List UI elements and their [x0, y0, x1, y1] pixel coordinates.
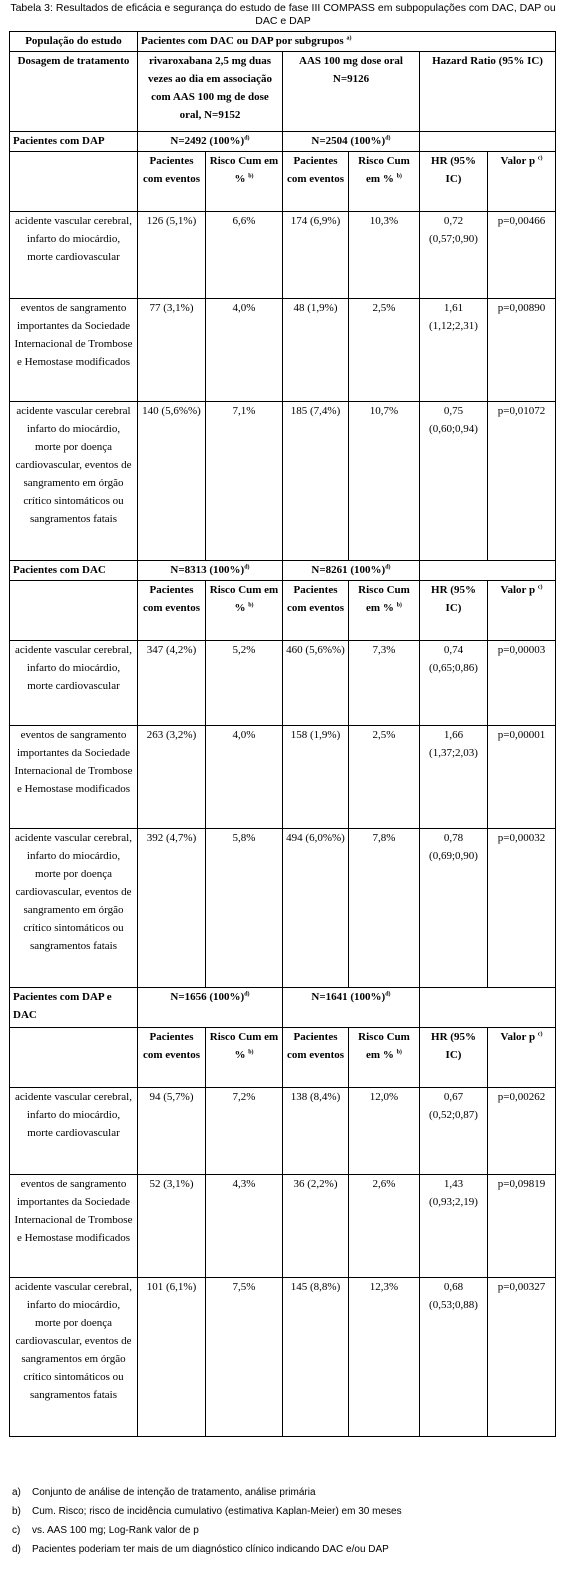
aas-events: 48 (1,9%) [283, 299, 349, 402]
aas-events: 145 (8,8%) [283, 1278, 349, 1437]
aas-events: 158 (1,9%) [283, 726, 349, 829]
footnote [12, 1502, 557, 1521]
aas-risk: 12,3% [349, 1278, 420, 1437]
riva-events: 52 (3,1%) [138, 1175, 206, 1278]
riva-risk: 7,5% [206, 1278, 283, 1437]
section-n-riva: N=1656 $(100\%)^{d)}$ [138, 988, 283, 1028]
hazard-ratio: 0,75 (0,60;0,94) [420, 402, 488, 561]
section-label: Pacientes com DAP [10, 132, 138, 152]
section-n-aas: N=1641 $(100\%)^{d)}$ [283, 988, 420, 1028]
table-row [10, 299, 556, 402]
hazard-ratio: 1,43 (0,93;2,19) [420, 1175, 488, 1278]
p-value: p=0,01072 [488, 402, 556, 561]
p-value: p=0,00032 [488, 829, 556, 988]
aas-risk: 2,6% [349, 1175, 420, 1278]
p-value: p=0,00327 [488, 1278, 556, 1437]
footnote-key: b) [12, 1506, 21, 1517]
hazard-ratio: 0,67 (0,52;0,87) [420, 1088, 488, 1175]
subheader-patients-aas: Pacientes com eventos [283, 581, 349, 641]
hazard-ratio: 1,66 (1,37;2,03) [420, 726, 488, 829]
subheader-risk-aas: Risco Cum em % $^{b)}$ [349, 1028, 420, 1088]
riva-risk: 4,0% [206, 299, 283, 402]
section-n-aas: N=2504 $(100\%)^{d)}$ [283, 132, 420, 152]
hr-header: Hazard Ratio (95% IC) [420, 52, 556, 132]
hazard-ratio: 0,72 (0,57;0,90) [420, 212, 488, 299]
p-value: p=0,00466 [488, 212, 556, 299]
subheader-risk-aas: Risco Cum em % $^{b)}$ [349, 152, 420, 212]
table-row [10, 1088, 556, 1175]
riva-risk: 7,1% [206, 402, 283, 561]
aas-events: 36 (2,2%) [283, 1175, 349, 1278]
riva-events: 126 (5,1%) [138, 212, 206, 299]
subheader-pvalue: Valor p $^{c)}$ [488, 581, 556, 641]
footnotes [12, 1483, 557, 1559]
riva-events: 392 (4,7%) [138, 829, 206, 988]
table-row [10, 1175, 556, 1278]
footnote-text: Pacientes poderiam ter mais de um diagnóstico clínico indicando DAC e/ou DAP [32, 1544, 389, 1555]
riva-events: 347 (4,2%) [138, 641, 206, 726]
subheader-blank-cell [10, 581, 138, 641]
table-row [10, 726, 556, 829]
footnote-text: Conjunto de análise de intenção de tratamento, análise primária [32, 1487, 316, 1498]
hazard-ratio: 0,74 (0,65;0,86) [420, 641, 488, 726]
section-label: Pacientes com DAP e DAC [10, 988, 138, 1028]
section-label: Pacientes com DAC [10, 561, 138, 581]
riva-header: rivaroxabana 2,5 mg duas vezes ao dia em associação com AAS 100 mg de dose oral, N=9152 [138, 52, 283, 132]
hazard-ratio: 1,61 (1,12;2,31) [420, 299, 488, 402]
subheader-hr: HR (95% IC) [420, 581, 488, 641]
table-row [10, 1278, 556, 1437]
riva-risk: 4,3% [206, 1175, 283, 1278]
outcome-label: acidente vascular cerebral, infarto do miocárdio, morte cardiovascular [10, 641, 138, 726]
subheader-risk-riva: Risco Cum em % $^{b)}$ [206, 581, 283, 641]
dose-header: Dosagem de tratamento [10, 52, 138, 132]
riva-events: 140 (5,6%%) [138, 402, 206, 561]
subheader-blank-cell [10, 152, 138, 212]
footnote-text: Cum. Risco; risco de incidência cumulativo (estimativa Kaplan-Meier) em 30 meses [32, 1506, 402, 1517]
p-value: p=0,09819 [488, 1175, 556, 1278]
subheader-pvalue: Valor p $^{c)}$ [488, 1028, 556, 1088]
table-row [10, 641, 556, 726]
footnote-key: a) [12, 1487, 21, 1498]
riva-risk: 7,2% [206, 1088, 283, 1175]
hazard-ratio: 0,68 (0,53;0,88) [420, 1278, 488, 1437]
footnote-key: d) [12, 1544, 21, 1555]
table-row [10, 829, 556, 988]
aas-risk: 7,8% [349, 829, 420, 988]
riva-events: 101 (6,1%) [138, 1278, 206, 1437]
subheader-risk-aas: Risco Cum em % $^{b)}$ [349, 581, 420, 641]
p-value: p=0,00890 [488, 299, 556, 402]
subheader-blank-cell [10, 1028, 138, 1088]
subheader-patients-riva: Pacientes com eventos [138, 581, 206, 641]
section-blank-cell [420, 561, 556, 581]
aas-risk: 7,3% [349, 641, 420, 726]
aas-events: 460 (5,6%%) [283, 641, 349, 726]
group-header: Pacientes com DAC ou DAP por subgrupos $^{a)}$ [138, 32, 556, 52]
subheader-patients-aas: Pacientes com eventos [283, 1028, 349, 1088]
subheader-patients-aas: Pacientes com eventos [283, 152, 349, 212]
aas-risk: 10,7% [349, 402, 420, 561]
riva-risk: 4,0% [206, 726, 283, 829]
footnote-text: vs. AAS 100 mg; Log-Rank valor de p [32, 1525, 199, 1536]
aas-events: 185 (7,4%) [283, 402, 349, 561]
aas-risk: 10,3% [349, 212, 420, 299]
footnote-key: c) [12, 1525, 21, 1536]
section-blank-cell [420, 988, 556, 1028]
footnote [12, 1540, 557, 1559]
footnote [12, 1521, 557, 1540]
outcome-label: eventos de sangramento importantes da Sociedade Internacional de Trombose e Hemostase modificados [10, 1175, 138, 1278]
section-blank-cell [420, 132, 556, 152]
footnote [12, 1483, 557, 1502]
outcome-label: acidente vascular cerebral, infarto do miocárdio, morte cardiovascular [10, 212, 138, 299]
riva-events: 263 (3,2%) [138, 726, 206, 829]
aas-header: AAS 100 mg dose oral N=9126 [283, 52, 420, 132]
population-header: População do estudo [10, 32, 138, 52]
riva-risk: 6,6% [206, 212, 283, 299]
outcome-label: acidente vascular cerebral, infarto do miocárdio, morte por doença cardiovascular, eventos de sangramentos em órgão crítico sintomáticos ou sangramentos fatais [10, 1278, 138, 1437]
outcome-label: acidente vascular cerebral infarto do miocárdio, morte por doença cardiovascular, eventos de sangramento em órgão crítico sintomáticos ou sangramentos fatais [10, 402, 138, 561]
subheader-patients-riva: Pacientes com eventos [138, 152, 206, 212]
subheader-risk-riva: Risco Cum em % $^{b)}$ [206, 152, 283, 212]
subheader-risk-riva: Risco Cum em % $^{b)}$ [206, 1028, 283, 1088]
outcome-label: eventos de sangramento importantes da Sociedade Internacional de Trombose e Hemostase modificados [10, 299, 138, 402]
table-row [10, 212, 556, 299]
outcome-label: acidente vascular cerebral, infarto do miocárdio, morte por doença cardiovascular, eventos de sangramento em órgão crítico sintomáticos ou sangramentos fatais [10, 829, 138, 988]
riva-events: 77 (3,1%) [138, 299, 206, 402]
riva-risk: 5,2% [206, 641, 283, 726]
aas-events: 494 (6,0%%) [283, 829, 349, 988]
aas-events: 174 (6,9%) [283, 212, 349, 299]
aas-risk: 2,5% [349, 299, 420, 402]
results-table [9, 31, 556, 1437]
p-value: p=0,00003 [488, 641, 556, 726]
subheader-hr: HR (95% IC) [420, 152, 488, 212]
section-n-riva: N=8313 $(100\%)^{d)}$ [138, 561, 283, 581]
subheader-hr: HR (95% IC) [420, 1028, 488, 1088]
hazard-ratio: 0,78 (0,69;0,90) [420, 829, 488, 988]
section-n-riva: N=2492 $(100\%)^{d)}$ [138, 132, 283, 152]
riva-events: 94 (5,7%) [138, 1088, 206, 1175]
outcome-label: eventos de sangramento importantes da Sociedade Internacional de Trombose e Hemostase modificados [10, 726, 138, 829]
table-title: Tabela 3: Resultados de eficácia e segurança do estudo de fase III COMPASS em subpopulações com DAC, DAP ou DAC e DAP [10, 2, 556, 27]
section-n-aas: N=8261 $(100\%)^{d)}$ [283, 561, 420, 581]
aas-risk: 2,5% [349, 726, 420, 829]
p-value: p=0,00262 [488, 1088, 556, 1175]
outcome-label: acidente vascular cerebral, infarto do miocárdio, morte cardiovascular [10, 1088, 138, 1175]
subheader-pvalue: Valor p $^{c)}$ [488, 152, 556, 212]
riva-risk: 5,8% [206, 829, 283, 988]
aas-events: 138 (8,4%) [283, 1088, 349, 1175]
aas-risk: 12,0% [349, 1088, 420, 1175]
table-row [10, 402, 556, 561]
subheader-patients-riva: Pacientes com eventos [138, 1028, 206, 1088]
p-value: p=0,00001 [488, 726, 556, 829]
